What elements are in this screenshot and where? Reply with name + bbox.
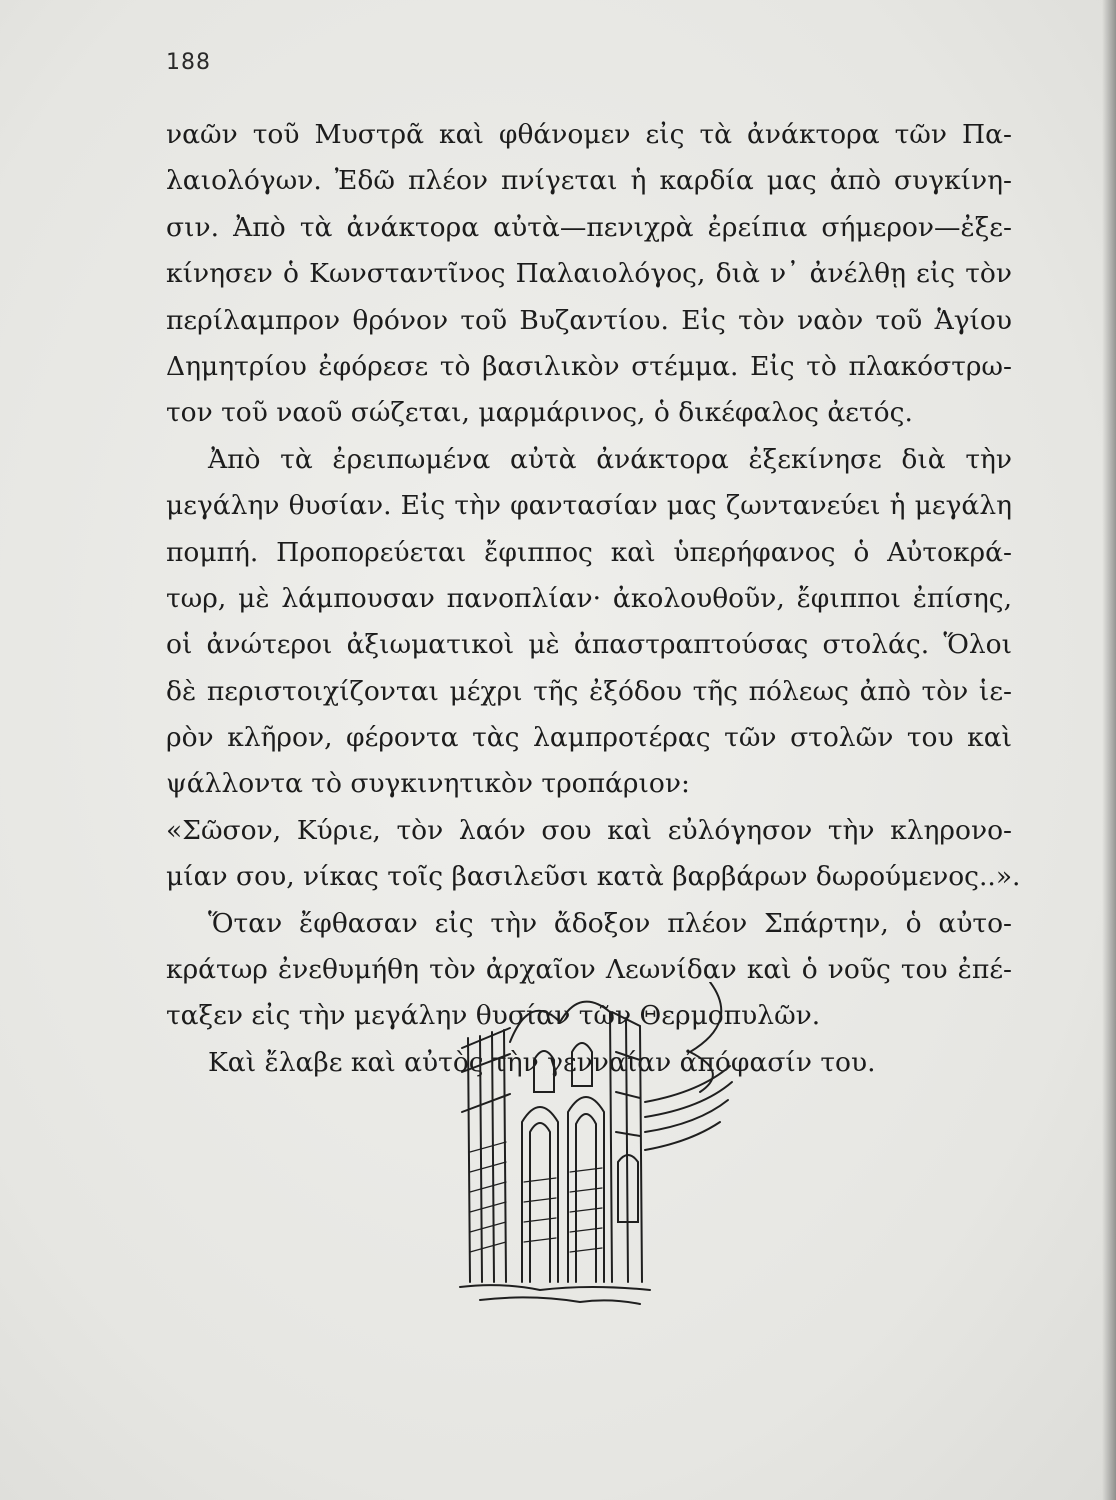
text-line: τον τοῦ ναοῦ σώζεται, μαρμάρινος, ὁ δικέφαλος ἀετός.: [166, 397, 913, 429]
text-line: κίνησεν ὁ Κωνσταντῖνος Παλαιολόγος, διὰ ν᾽ ἀνέλθῃ εἰς τὸν: [166, 258, 1012, 290]
text-line: τωρ, μὲ λάμπουσαν πανοπλίαν· ἀκολουθοῦν, ἔφιπποι ἐπίσης,: [166, 582, 1012, 614]
page-number: 188: [166, 50, 211, 75]
text-line: περίλαμπρον θρόνον τοῦ Βυζαντίου. Εἰς τὸν ναὸν τοῦ Ἁγίου: [166, 304, 1012, 336]
text-line: μίαν σου, νίκας τοῖς βασιλεῦσι κατὰ βαρβάρων δωρούμενος..».: [166, 861, 1021, 893]
text-line: δὲ περιστοιχίζονται μέχρι τῆς ἐξόδου τῆς πόλεως ἀπὸ τὸν ἱε-: [166, 675, 1012, 707]
body-text: [166, 112, 1021, 1086]
text-line: Καὶ ἔλαβε καὶ αὐτὸς τὴν γενναίαν ἀπόφασίν του.: [208, 1046, 876, 1078]
text-line: ναῶν τοῦ Μυστρᾶ καὶ φθάνομεν εἰς τὰ ἀνάκτορα τῶν Πα-: [166, 119, 1012, 150]
text-line: οἱ ἀνώτεροι ἀξιωματικοὶ μὲ ἀπαστραπτούσας στολάς. Ὅλοι: [166, 629, 1012, 661]
text-line: Ὅταν ἔφθασαν εἰς τὴν ἄδοξον πλέον Σπάρτην, ὁ αὐτο-: [208, 907, 1012, 939]
text-line: «Σῶσον, Κύριε, τὸν λαόν σου καὶ εὐλόγησον τὴν κληρονο-: [166, 814, 1012, 846]
text-line: ταξεν εἰς τὴν μεγάλην θυσίαν τῶν Θερμοπυλῶν.: [166, 1000, 821, 1032]
text-line: μεγάλην θυσίαν. Εἰς τὴν φαντασίαν μας ζωντανεύει ἡ μεγάλη: [166, 490, 1012, 522]
text-line: ψάλλοντα τὸ συγκινητικὸν τροπάριον:: [166, 768, 690, 800]
page-edge-shadow: [1102, 0, 1116, 1500]
text-line: λαιολόγων. Ἐδῶ πλέον πνίγεται ἡ καρδία μας ἀπὸ συγκίνη-: [166, 165, 1012, 197]
text-line: κράτωρ ἐνεθυμήθη τὸν ἀρχαῖον Λεωνίδαν καὶ ὁ νοῦς του ἐπέ-: [166, 954, 1012, 986]
text-line: Ἀπὸ τὰ ἐρειπωμένα αὐτὰ ἀνάκτορα ἐξεκίνησε διὰ τὴν: [208, 443, 1012, 475]
text-line: Δημητρίου ἐφόρεσε τὸ βασιλικὸν στέμμα. Εἰς τὸ πλακόστρω-: [166, 350, 1012, 382]
text-line: σιν. Ἀπὸ τὰ ἀνάκτορα αὐτὰ—πενιχρὰ ἐρείπια σήμερον—ἐξε-: [166, 211, 1012, 243]
ruins-sketch-illustration: [440, 982, 740, 1327]
text-line: πομπή. Προπορεύεται ἔφιππος καὶ ὑπερήφανος ὁ Αὐτοκρά-: [166, 536, 1012, 568]
text-line: ρὸν κλῆρον, φέροντα τὰς λαμπροτέρας τῶν στολῶν του καὶ: [166, 722, 1012, 754]
